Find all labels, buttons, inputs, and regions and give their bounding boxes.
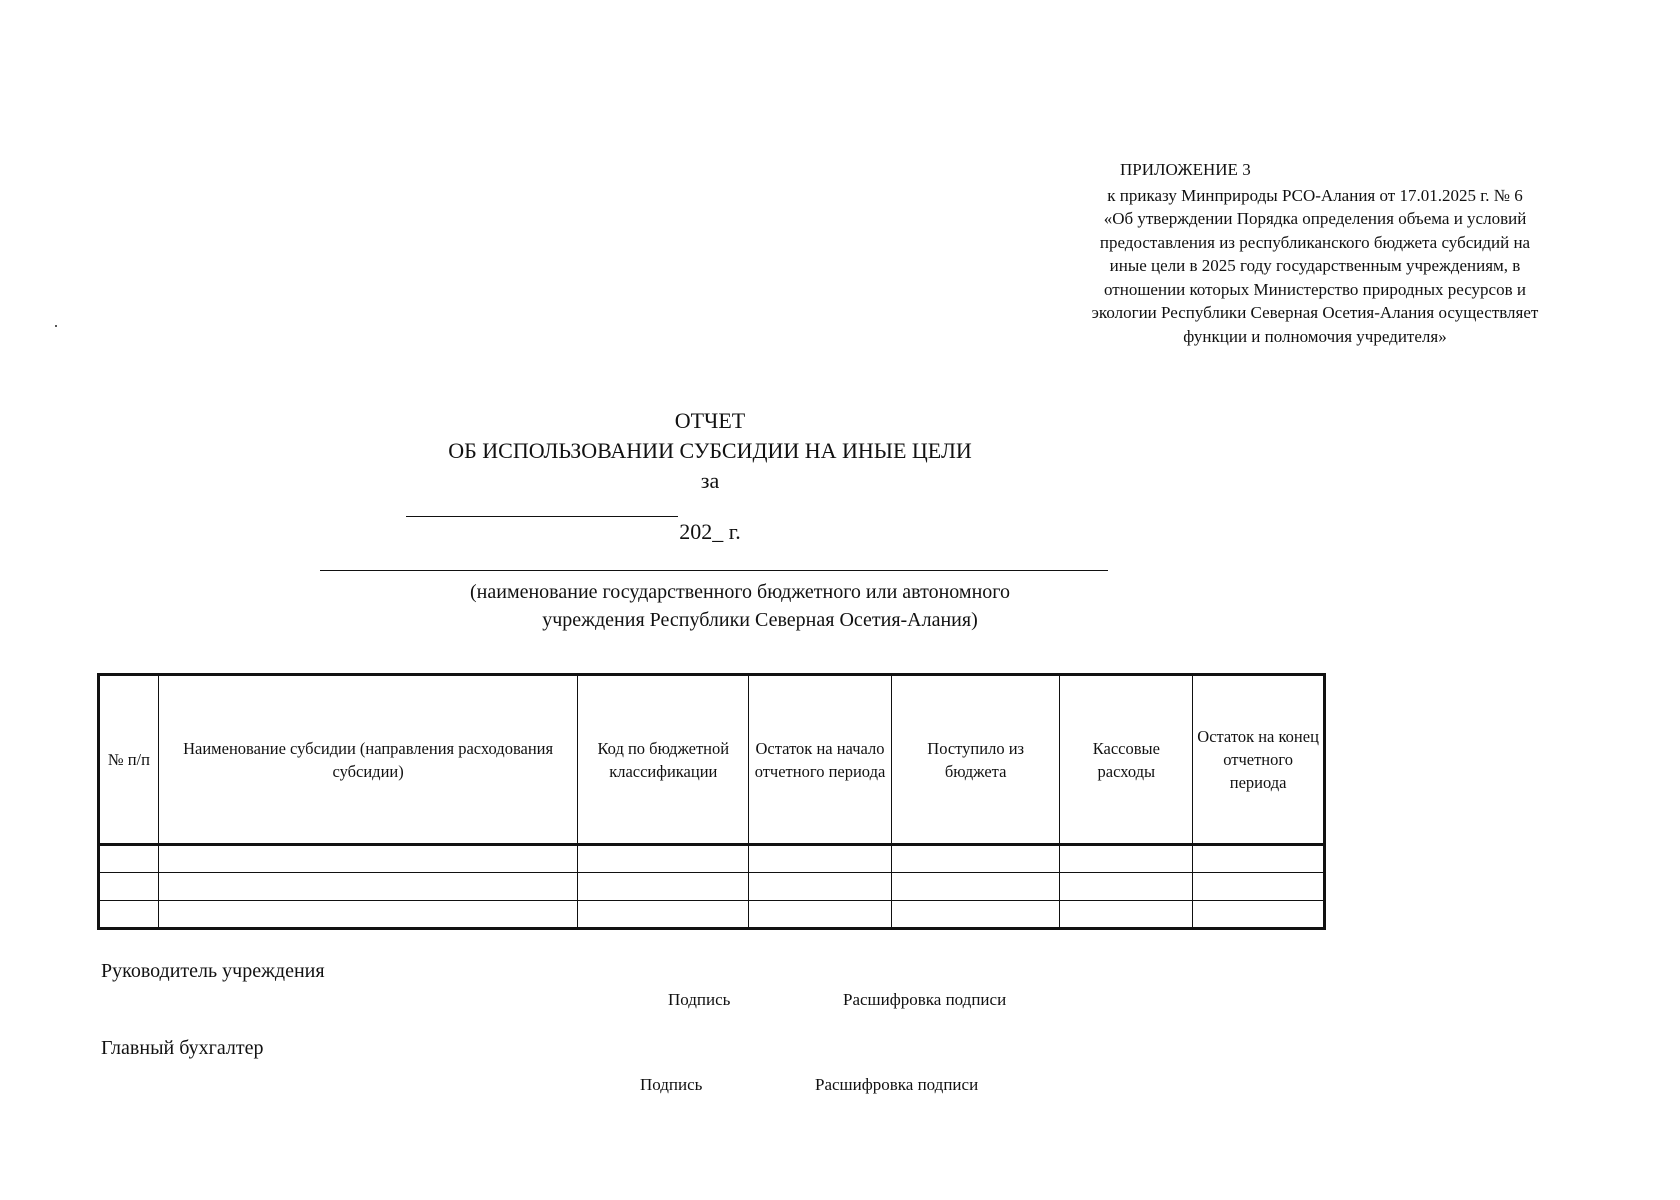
accountant-role-label: Главный бухгалтер — [101, 1037, 264, 1059]
appendix-line: «Об утверждении Порядка определения объема и условий — [1103, 209, 1527, 228]
table-row — [99, 845, 1325, 873]
organization-name-field[interactable] — [320, 570, 1108, 571]
table-cell[interactable] — [1060, 873, 1193, 901]
subsidy-report-table — [97, 673, 1326, 930]
appendix-line: экологии Республики Северная Осетия-Алания осуществляет — [1091, 303, 1539, 322]
organization-caption — [420, 578, 1060, 634]
appendix-line: к приказу Минприроды РСО-Алания от 17.01.2025 г. № 6 — [1107, 185, 1523, 205]
period-blank-field[interactable] — [406, 496, 678, 517]
column-header-closing-balance: Остаток на конец отчетного периода — [1193, 675, 1325, 845]
appendix-line: отношении которых Министерство природных ресурсов и — [1104, 279, 1526, 299]
organization-caption-line: учреждения Республики Северная Осетия-Алания) — [542, 609, 978, 631]
appendix-block — [1050, 158, 1580, 348]
table-row — [99, 901, 1325, 929]
organization-caption-line: (наименование государственного бюджетного или автономного — [470, 581, 1010, 603]
report-subtitle: ОБ ИСПОЛЬЗОВАНИИ СУБСИДИИ НА ИНЫЕ ЦЕЛИ — [448, 438, 972, 463]
column-header-opening-balance: Остаток на начало отчетного периода — [749, 675, 892, 845]
appendix-line: функции и полномочия учредителя» — [1183, 326, 1447, 346]
table-cell[interactable] — [99, 901, 159, 929]
column-header-number: № п/п — [99, 675, 159, 845]
table-row — [99, 873, 1325, 901]
table-cell[interactable] — [749, 901, 892, 929]
report-period — [400, 466, 1020, 547]
table-cell[interactable] — [578, 845, 749, 873]
head-role-label: Руководитель учреждения — [101, 960, 325, 982]
table-header-row — [99, 675, 1325, 845]
column-header-subsidy-name: Наименование субсидии (направления расходования субсидии) — [158, 675, 578, 845]
scan-speck — [55, 325, 57, 327]
period-prefix: за — [700, 468, 720, 493]
table-cell[interactable] — [891, 901, 1060, 929]
table-cell[interactable] — [99, 845, 159, 873]
appendix-title: ПРИЛОЖЕНИЕ 3 — [1120, 160, 1251, 179]
appendix-line: иные цели в 2025 году государственным учреждениям, в — [1109, 256, 1521, 275]
table-cell[interactable] — [891, 845, 1060, 873]
table-cell[interactable] — [1060, 901, 1193, 929]
table-cell[interactable] — [1193, 873, 1325, 901]
table-cell[interactable] — [158, 901, 578, 929]
head-decode-label: Расшифровка подписи — [843, 990, 1007, 1009]
table-cell[interactable] — [1060, 845, 1193, 873]
column-header-received: Поступило из бюджета — [891, 675, 1060, 845]
table-cell[interactable] — [1193, 901, 1325, 929]
table-cell[interactable] — [891, 873, 1060, 901]
period-suffix: 202_ г. — [679, 519, 741, 544]
report-header — [400, 406, 1020, 547]
table-cell[interactable] — [578, 873, 749, 901]
head-signature-label: Подпись — [668, 990, 731, 1009]
table-cell[interactable] — [749, 845, 892, 873]
accountant-signature-label: Подпись — [640, 1075, 703, 1094]
table-cell[interactable] — [578, 901, 749, 929]
column-header-budget-code: Код по бюджетной классификации — [578, 675, 749, 845]
table-cell[interactable] — [749, 873, 892, 901]
report-title: ОТЧЕТ — [674, 408, 746, 433]
table-cell[interactable] — [158, 873, 578, 901]
accountant-decode-label: Расшифровка подписи — [815, 1075, 979, 1094]
table-cell[interactable] — [158, 845, 578, 873]
column-header-cash-expenses: Кассовые расходы — [1060, 675, 1193, 845]
appendix-line: предоставления из республиканского бюджета субсидий на — [1099, 232, 1531, 252]
table-cell[interactable] — [1193, 845, 1325, 873]
table-cell[interactable] — [99, 873, 159, 901]
